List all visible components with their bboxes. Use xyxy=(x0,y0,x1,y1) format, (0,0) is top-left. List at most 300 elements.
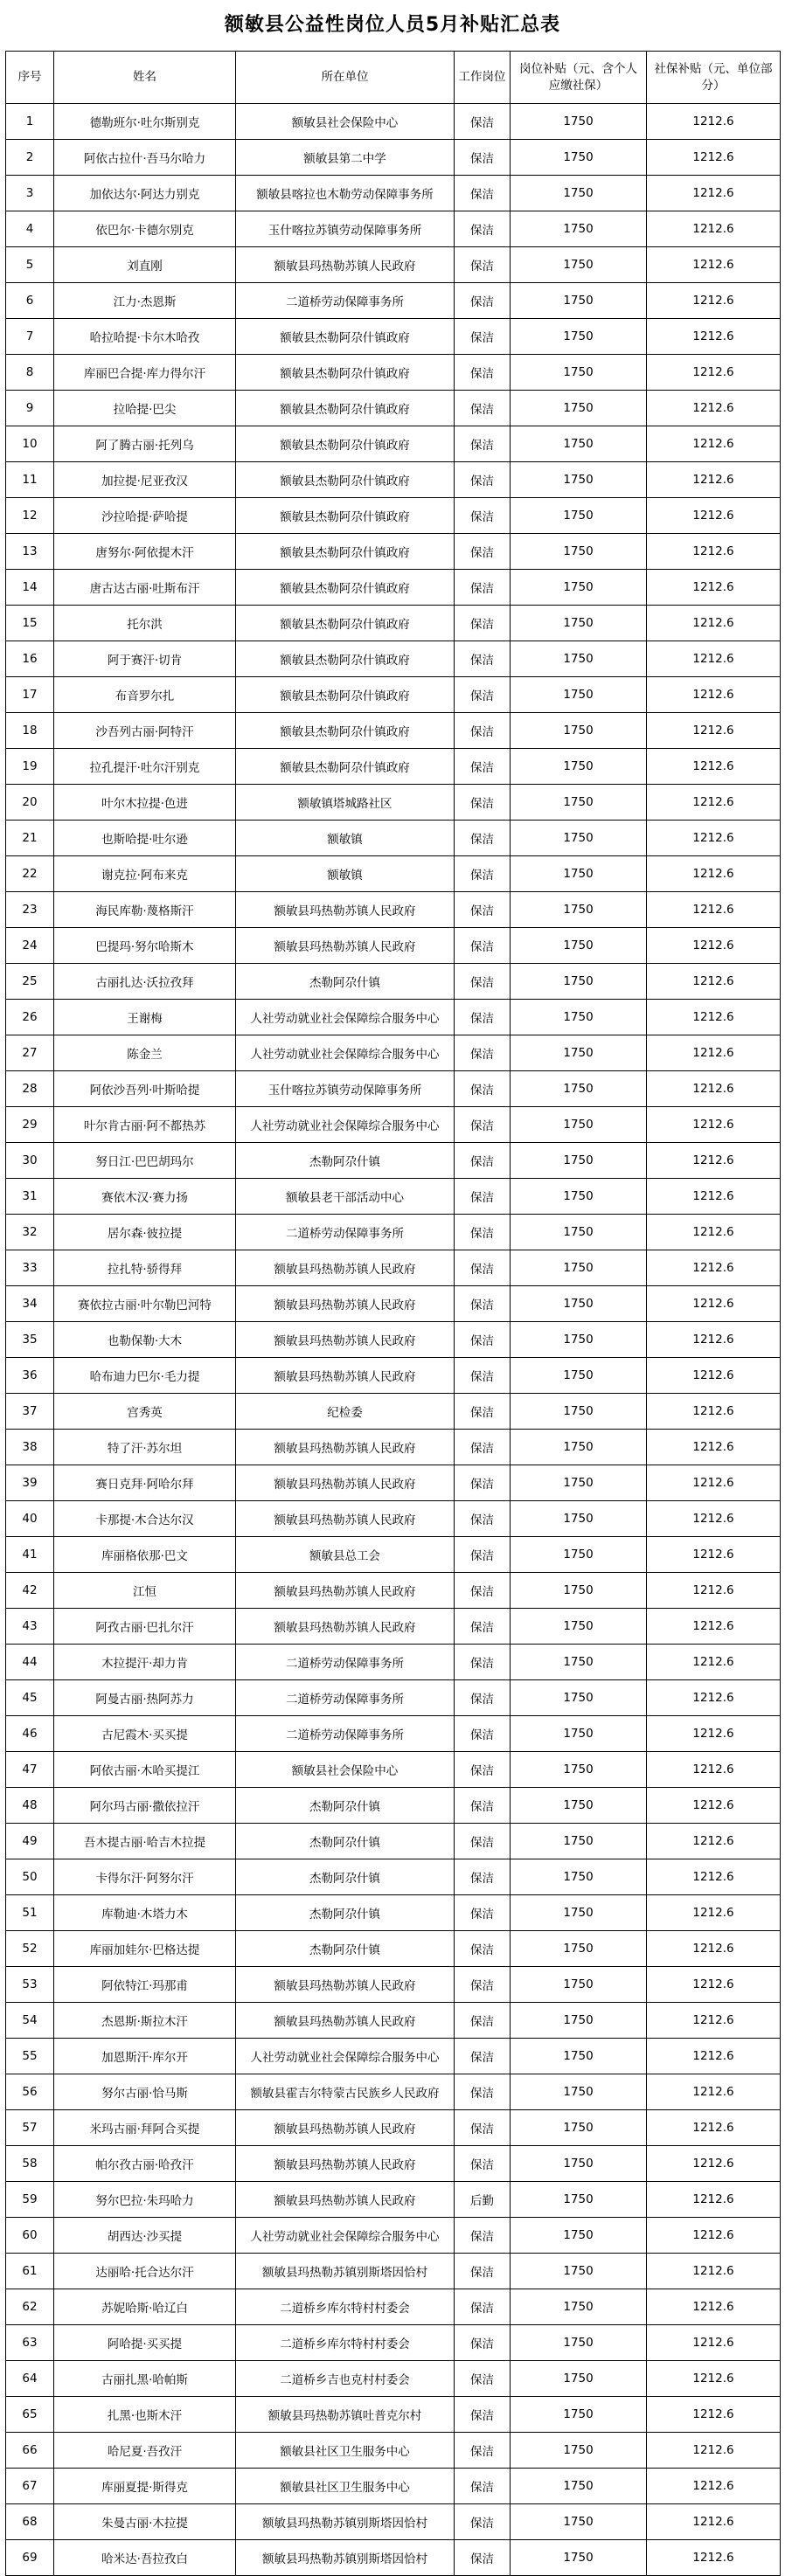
cell-post: 保洁 xyxy=(455,2146,511,2182)
cell-index: 55 xyxy=(6,2039,54,2074)
cell-post-subsidy: 1750 xyxy=(511,1071,647,1107)
table-row xyxy=(6,391,781,426)
cell-name: 拉哈提·巴尖 xyxy=(54,391,236,426)
cell-social-subsidy: 1212.6 xyxy=(647,928,781,964)
table-row xyxy=(6,1752,781,1788)
cell-social-subsidy: 1212.6 xyxy=(647,1286,781,1322)
cell-post-subsidy: 1750 xyxy=(511,2074,647,2110)
cell-post: 保洁 xyxy=(455,1215,511,1250)
cell-unit: 额敏县杰勒阿尕什镇政府 xyxy=(236,534,455,570)
cell-index: 30 xyxy=(6,1143,54,1179)
cell-post-subsidy: 1750 xyxy=(511,462,647,498)
cell-post: 保洁 xyxy=(455,2397,511,2433)
table-row xyxy=(6,1716,781,1752)
cell-social-subsidy: 1212.6 xyxy=(647,1931,781,1967)
cell-name: 依巴尔·卡德尔别克 xyxy=(54,211,236,247)
cell-index: 69 xyxy=(6,2540,54,2576)
cell-post: 保洁 xyxy=(455,1430,511,1465)
table-row xyxy=(6,1931,781,1967)
cell-post: 后勤 xyxy=(455,2182,511,2218)
table-row xyxy=(6,176,781,211)
cell-name: 宫秀英 xyxy=(54,1394,236,1430)
cell-name: 杰恩斯·斯拉木汗 xyxy=(54,2003,236,2039)
cell-social-subsidy: 1212.6 xyxy=(647,1215,781,1250)
cell-post: 保洁 xyxy=(455,713,511,749)
cell-index: 42 xyxy=(6,1573,54,1609)
cell-unit: 额敏县玛热勒苏镇人民政府 xyxy=(236,2110,455,2146)
cell-social-subsidy: 1212.6 xyxy=(647,1573,781,1609)
table-body xyxy=(6,104,781,2576)
cell-name: 库丽格依那·巴文 xyxy=(54,1537,236,1573)
cell-unit: 额敏县霍吉尔特蒙古民族乡人民政府 xyxy=(236,2074,455,2110)
cell-unit: 额敏县杰勒阿尕什镇政府 xyxy=(236,641,455,677)
cell-name: 阿了腾古丽·托列乌 xyxy=(54,426,236,462)
cell-name: 赛日克拜·阿哈尔拜 xyxy=(54,1465,236,1501)
cell-unit: 玉什喀拉苏镇劳动保障事务所 xyxy=(236,211,455,247)
cell-social-subsidy: 1212.6 xyxy=(647,1107,781,1143)
cell-social-subsidy: 1212.6 xyxy=(647,1394,781,1430)
cell-unit: 二道桥乡库尔特村村委会 xyxy=(236,2325,455,2361)
cell-unit: 纪检委 xyxy=(236,1394,455,1430)
sheet-title: 额敏县公益性岗位人员5月补贴汇总表 xyxy=(224,14,561,36)
table-row xyxy=(6,1501,781,1537)
cell-post-subsidy: 1750 xyxy=(511,426,647,462)
cell-post-subsidy: 1750 xyxy=(511,2146,647,2182)
cell-name: 阿哈提·买买提 xyxy=(54,2325,236,2361)
cell-unit: 额敏县杰勒阿尕什镇政府 xyxy=(236,749,455,785)
cell-post-subsidy: 1750 xyxy=(511,821,647,856)
cell-post: 保洁 xyxy=(455,606,511,641)
header-name: 姓名 xyxy=(54,52,236,104)
cell-index: 11 xyxy=(6,462,54,498)
cell-social-subsidy: 1212.6 xyxy=(647,1788,781,1824)
cell-index: 37 xyxy=(6,1394,54,1430)
table-row xyxy=(6,928,781,964)
cell-post: 保洁 xyxy=(455,1573,511,1609)
cell-name: 唐努尔·阿依提木汗 xyxy=(54,534,236,570)
cell-post: 保洁 xyxy=(455,2254,511,2289)
cell-post: 保洁 xyxy=(455,2504,511,2540)
cell-social-subsidy: 1212.6 xyxy=(647,892,781,928)
cell-post-subsidy: 1750 xyxy=(511,1107,647,1143)
cell-name: 特了汗·苏尔坦 xyxy=(54,1430,236,1465)
cell-post-subsidy: 1750 xyxy=(511,1573,647,1609)
cell-post-subsidy: 1750 xyxy=(511,1680,647,1716)
cell-social-subsidy: 1212.6 xyxy=(647,2039,781,2074)
cell-post: 保洁 xyxy=(455,1680,511,1716)
cell-unit: 额敏县玛热勒苏镇人民政府 xyxy=(236,892,455,928)
table-row xyxy=(6,211,781,247)
cell-social-subsidy: 1212.6 xyxy=(647,1645,781,1680)
cell-name: 哈拉哈提·卡尔木哈孜 xyxy=(54,319,236,355)
cell-post: 保洁 xyxy=(455,1250,511,1286)
cell-social-subsidy: 1212.6 xyxy=(647,283,781,319)
cell-unit: 二道桥乡库尔特村村委会 xyxy=(236,2289,455,2325)
cell-social-subsidy: 1212.6 xyxy=(647,1358,781,1394)
cell-post-subsidy: 1750 xyxy=(511,1394,647,1430)
cell-post: 保洁 xyxy=(455,534,511,570)
cell-index: 64 xyxy=(6,2361,54,2397)
table-row xyxy=(6,247,781,283)
cell-social-subsidy: 1212.6 xyxy=(647,641,781,677)
cell-index: 59 xyxy=(6,2182,54,2218)
table-row xyxy=(6,2146,781,2182)
cell-post: 保洁 xyxy=(455,1394,511,1430)
cell-unit: 额敏镇塔城路社区 xyxy=(236,785,455,821)
cell-post-subsidy: 1750 xyxy=(511,892,647,928)
cell-index: 7 xyxy=(6,319,54,355)
cell-post: 保洁 xyxy=(455,2218,511,2254)
cell-post: 保洁 xyxy=(455,964,511,1000)
cell-name: 阿于赛汗·切肯 xyxy=(54,641,236,677)
cell-post: 保洁 xyxy=(455,570,511,606)
cell-unit: 二道桥劳动保障事务所 xyxy=(236,1716,455,1752)
cell-post-subsidy: 1750 xyxy=(511,641,647,677)
cell-index: 27 xyxy=(6,1035,54,1071)
cell-social-subsidy: 1212.6 xyxy=(647,2540,781,2576)
cell-unit: 额敏县玛热勒苏镇人民政府 xyxy=(236,247,455,283)
cell-post-subsidy: 1750 xyxy=(511,2397,647,2433)
table-row xyxy=(6,1680,781,1716)
cell-post-subsidy: 1750 xyxy=(511,1752,647,1788)
cell-unit: 玉什喀拉苏镇劳动保障事务所 xyxy=(236,1071,455,1107)
cell-name: 居尔森·彼拉提 xyxy=(54,1215,236,1250)
table-row xyxy=(6,821,781,856)
cell-index: 3 xyxy=(6,176,54,211)
cell-unit: 额敏县玛热勒苏镇人民政府 xyxy=(236,2146,455,2182)
cell-social-subsidy: 1212.6 xyxy=(647,2110,781,2146)
cell-name: 帕尔孜古丽·哈孜汗 xyxy=(54,2146,236,2182)
cell-name: 木拉提汗·却力肯 xyxy=(54,1645,236,1680)
cell-post-subsidy: 1750 xyxy=(511,247,647,283)
cell-social-subsidy: 1212.6 xyxy=(647,1609,781,1645)
table-row xyxy=(6,1358,781,1394)
cell-post-subsidy: 1750 xyxy=(511,1286,647,1322)
cell-post-subsidy: 1750 xyxy=(511,1358,647,1394)
cell-unit: 额敏县杰勒阿尕什镇政府 xyxy=(236,677,455,713)
cell-post-subsidy: 1750 xyxy=(511,964,647,1000)
subsidy-table xyxy=(5,51,781,2576)
table-row xyxy=(6,1322,781,1358)
cell-index: 36 xyxy=(6,1358,54,1394)
cell-unit: 额敏县玛热勒苏镇别斯塔因恰村 xyxy=(236,2540,455,2576)
table-row xyxy=(6,856,781,892)
cell-social-subsidy: 1212.6 xyxy=(647,606,781,641)
cell-post: 保洁 xyxy=(455,498,511,534)
cell-name: 王谢梅 xyxy=(54,1000,236,1035)
table-header-row xyxy=(6,52,781,104)
cell-post: 保洁 xyxy=(455,892,511,928)
table-row xyxy=(6,2504,781,2540)
cell-post: 保洁 xyxy=(455,1788,511,1824)
cell-post-subsidy: 1750 xyxy=(511,1179,647,1215)
cell-post-subsidy: 1750 xyxy=(511,2218,647,2254)
cell-post: 保洁 xyxy=(455,2074,511,2110)
cell-name: 也斯哈提·吐尔逊 xyxy=(54,821,236,856)
cell-name: 努日江·巴巴胡玛尔 xyxy=(54,1143,236,1179)
cell-unit: 杰勒阿尕什镇 xyxy=(236,1824,455,1859)
cell-index: 63 xyxy=(6,2325,54,2361)
table-row xyxy=(6,1824,781,1859)
table-row xyxy=(6,2218,781,2254)
cell-post-subsidy: 1750 xyxy=(511,2039,647,2074)
cell-name: 苏妮哈斯·哈辽白 xyxy=(54,2289,236,2325)
cell-social-subsidy: 1212.6 xyxy=(647,1250,781,1286)
cell-social-subsidy: 1212.6 xyxy=(647,1859,781,1895)
cell-name: 古丽扎达·沃拉孜拜 xyxy=(54,964,236,1000)
cell-unit: 额敏县玛热勒苏镇别斯塔因恰村 xyxy=(236,2254,455,2289)
table-row xyxy=(6,892,781,928)
cell-social-subsidy: 1212.6 xyxy=(647,821,781,856)
cell-unit: 额敏县玛热勒苏镇人民政府 xyxy=(236,2003,455,2039)
cell-unit: 额敏县社区卫生服务中心 xyxy=(236,2469,455,2504)
cell-social-subsidy: 1212.6 xyxy=(647,2397,781,2433)
cell-post-subsidy: 1750 xyxy=(511,1895,647,1931)
cell-index: 22 xyxy=(6,856,54,892)
cell-unit: 杰勒阿尕什镇 xyxy=(236,1143,455,1179)
cell-post-subsidy: 1750 xyxy=(511,1824,647,1859)
cell-name: 海民库勒·蔑格斯汗 xyxy=(54,892,236,928)
cell-name: 库勒迪·木塔力木 xyxy=(54,1895,236,1931)
cell-post-subsidy: 1750 xyxy=(511,2003,647,2039)
cell-unit: 额敏县玛热勒苏镇人民政府 xyxy=(236,1358,455,1394)
table-row xyxy=(6,104,781,140)
cell-index: 50 xyxy=(6,1859,54,1895)
cell-name: 库丽加娃尔·巴格达提 xyxy=(54,1931,236,1967)
cell-post-subsidy: 1750 xyxy=(511,1000,647,1035)
cell-unit: 额敏县总工会 xyxy=(236,1537,455,1573)
cell-name: 古尼霞木·买买提 xyxy=(54,1716,236,1752)
cell-post-subsidy: 1750 xyxy=(511,1501,647,1537)
table-row xyxy=(6,1071,781,1107)
cell-name: 努尔古丽·恰马斯 xyxy=(54,2074,236,2110)
cell-index: 17 xyxy=(6,677,54,713)
cell-social-subsidy: 1212.6 xyxy=(647,1035,781,1071)
cell-unit: 人社劳动就业社会保障综合服务中心 xyxy=(236,1000,455,1035)
cell-index: 29 xyxy=(6,1107,54,1143)
table-row xyxy=(6,2289,781,2325)
cell-name: 刘直刚 xyxy=(54,247,236,283)
cell-unit: 额敏县玛热勒苏镇人民政府 xyxy=(236,2182,455,2218)
cell-index: 20 xyxy=(6,785,54,821)
cell-unit: 额敏县杰勒阿尕什镇政府 xyxy=(236,713,455,749)
cell-index: 26 xyxy=(6,1000,54,1035)
cell-social-subsidy: 1212.6 xyxy=(647,677,781,713)
cell-index: 14 xyxy=(6,570,54,606)
cell-name: 巴提玛·努尔哈斯木 xyxy=(54,928,236,964)
cell-unit: 杰勒阿尕什镇 xyxy=(236,964,455,1000)
cell-index: 53 xyxy=(6,1967,54,2003)
cell-post: 保洁 xyxy=(455,1501,511,1537)
cell-social-subsidy: 1212.6 xyxy=(647,176,781,211)
table-row xyxy=(6,498,781,534)
cell-unit: 额敏镇 xyxy=(236,821,455,856)
cell-index: 24 xyxy=(6,928,54,964)
cell-name: 唐古达古丽·吐斯布汗 xyxy=(54,570,236,606)
cell-post: 保洁 xyxy=(455,641,511,677)
cell-name: 阿依古丽·木哈买提江 xyxy=(54,1752,236,1788)
cell-name: 卡那提·木合达尔汉 xyxy=(54,1501,236,1537)
cell-social-subsidy: 1212.6 xyxy=(647,498,781,534)
cell-name: 江恒 xyxy=(54,1573,236,1609)
cell-unit: 人社劳动就业社会保障综合服务中心 xyxy=(236,2039,455,2074)
cell-unit: 额敏县玛热勒苏镇别斯塔因恰村 xyxy=(236,2504,455,2540)
cell-index: 51 xyxy=(6,1895,54,1931)
cell-index: 56 xyxy=(6,2074,54,2110)
table-row xyxy=(6,2254,781,2289)
header-index: 序号 xyxy=(6,52,54,104)
table-row xyxy=(6,1000,781,1035)
cell-post-subsidy: 1750 xyxy=(511,1931,647,1967)
cell-index: 46 xyxy=(6,1716,54,1752)
cell-post-subsidy: 1750 xyxy=(511,2289,647,2325)
cell-social-subsidy: 1212.6 xyxy=(647,1967,781,2003)
cell-index: 47 xyxy=(6,1752,54,1788)
cell-post: 保洁 xyxy=(455,1645,511,1680)
cell-unit: 额敏县老干部活动中心 xyxy=(236,1179,455,1215)
cell-name: 沙拉哈提·萨哈提 xyxy=(54,498,236,534)
cell-post-subsidy: 1750 xyxy=(511,2325,647,2361)
cell-post-subsidy: 1750 xyxy=(511,2540,647,2576)
cell-name: 古丽扎黑·哈帕斯 xyxy=(54,2361,236,2397)
table-row xyxy=(6,1250,781,1286)
cell-index: 21 xyxy=(6,821,54,856)
cell-post-subsidy: 1750 xyxy=(511,1322,647,1358)
cell-post-subsidy: 1750 xyxy=(511,2504,647,2540)
cell-index: 23 xyxy=(6,892,54,928)
cell-social-subsidy: 1212.6 xyxy=(647,964,781,1000)
table-row xyxy=(6,1573,781,1609)
cell-index: 31 xyxy=(6,1179,54,1215)
cell-social-subsidy: 1212.6 xyxy=(647,1680,781,1716)
cell-unit: 二道桥劳动保障事务所 xyxy=(236,1680,455,1716)
cell-unit: 额敏县杰勒阿尕什镇政府 xyxy=(236,498,455,534)
cell-unit: 额敏县玛热勒苏镇人民政府 xyxy=(236,1430,455,1465)
table-row xyxy=(6,319,781,355)
cell-social-subsidy: 1212.6 xyxy=(647,2146,781,2182)
cell-post: 保洁 xyxy=(455,1967,511,2003)
cell-social-subsidy: 1212.6 xyxy=(647,2074,781,2110)
cell-social-subsidy: 1212.6 xyxy=(647,1537,781,1573)
cell-post: 保洁 xyxy=(455,1824,511,1859)
cell-unit: 额敏县杰勒阿尕什镇政府 xyxy=(236,319,455,355)
cell-post-subsidy: 1750 xyxy=(511,1967,647,2003)
cell-post: 保洁 xyxy=(455,2433,511,2469)
cell-unit: 杰勒阿尕什镇 xyxy=(236,1895,455,1931)
cell-unit: 二道桥劳动保障事务所 xyxy=(236,1645,455,1680)
cell-post-subsidy: 1750 xyxy=(511,677,647,713)
cell-index: 49 xyxy=(6,1824,54,1859)
cell-post-subsidy: 1750 xyxy=(511,1430,647,1465)
table-row xyxy=(6,606,781,641)
header-social-subsidy: 社保补贴（元、单位部分） xyxy=(647,52,781,104)
cell-post: 保洁 xyxy=(455,1931,511,1967)
cell-index: 33 xyxy=(6,1250,54,1286)
cell-index: 32 xyxy=(6,1215,54,1250)
cell-unit: 额敏县第二中学 xyxy=(236,140,455,176)
table-row xyxy=(6,677,781,713)
cell-post: 保洁 xyxy=(455,2469,511,2504)
cell-name: 努尔巴拉·朱玛哈力 xyxy=(54,2182,236,2218)
cell-social-subsidy: 1212.6 xyxy=(647,140,781,176)
cell-unit: 额敏县玛热勒苏镇人民政府 xyxy=(236,1573,455,1609)
cell-post-subsidy: 1750 xyxy=(511,1645,647,1680)
table-row xyxy=(6,749,781,785)
cell-post-subsidy: 1750 xyxy=(511,749,647,785)
cell-post-subsidy: 1750 xyxy=(511,1788,647,1824)
cell-social-subsidy: 1212.6 xyxy=(647,713,781,749)
cell-post: 保洁 xyxy=(455,856,511,892)
cell-unit: 额敏县玛热勒苏镇人民政府 xyxy=(236,1286,455,1322)
cell-name: 阿依沙吾列·叶斯哈提 xyxy=(54,1071,236,1107)
cell-index: 43 xyxy=(6,1609,54,1645)
cell-index: 5 xyxy=(6,247,54,283)
cell-name: 拉扎特·骄得拜 xyxy=(54,1250,236,1286)
cell-name: 阿孜古丽·巴扎尔汗 xyxy=(54,1609,236,1645)
cell-unit: 额敏县社会保险中心 xyxy=(236,1752,455,1788)
cell-post: 保洁 xyxy=(455,1358,511,1394)
cell-social-subsidy: 1212.6 xyxy=(647,355,781,391)
cell-post: 保洁 xyxy=(455,785,511,821)
cell-post-subsidy: 1750 xyxy=(511,1859,647,1895)
cell-unit: 额敏镇 xyxy=(236,856,455,892)
cell-unit: 额敏县玛热勒苏镇人民政府 xyxy=(236,1250,455,1286)
cell-social-subsidy: 1212.6 xyxy=(647,1143,781,1179)
cell-post: 保洁 xyxy=(455,462,511,498)
cell-post: 保洁 xyxy=(455,1716,511,1752)
cell-post: 保洁 xyxy=(455,2289,511,2325)
cell-post: 保洁 xyxy=(455,1322,511,1358)
cell-post-subsidy: 1750 xyxy=(511,928,647,964)
cell-index: 10 xyxy=(6,426,54,462)
cell-social-subsidy: 1212.6 xyxy=(647,856,781,892)
cell-unit: 额敏县喀拉也木勒劳动保障事务所 xyxy=(236,176,455,211)
cell-unit: 额敏县杰勒阿尕什镇政府 xyxy=(236,462,455,498)
table-row xyxy=(6,1430,781,1465)
cell-post-subsidy: 1750 xyxy=(511,211,647,247)
cell-index: 28 xyxy=(6,1071,54,1107)
cell-post: 保洁 xyxy=(455,1035,511,1071)
cell-index: 62 xyxy=(6,2289,54,2325)
cell-index: 58 xyxy=(6,2146,54,2182)
cell-unit: 额敏县社会保险中心 xyxy=(236,104,455,140)
cell-post: 保洁 xyxy=(455,1895,511,1931)
cell-unit: 额敏县玛热勒苏镇吐普克尔村 xyxy=(236,2397,455,2433)
cell-post-subsidy: 1750 xyxy=(511,1465,647,1501)
cell-social-subsidy: 1212.6 xyxy=(647,534,781,570)
cell-post-subsidy: 1750 xyxy=(511,1609,647,1645)
table-row xyxy=(6,1645,781,1680)
cell-social-subsidy: 1212.6 xyxy=(647,319,781,355)
cell-post-subsidy: 1750 xyxy=(511,2182,647,2218)
cell-name: 拉孔提汗·吐尔汗别克 xyxy=(54,749,236,785)
cell-name: 库丽巴合提·库力得尔汗 xyxy=(54,355,236,391)
cell-name: 赛依木汉·赛力扬 xyxy=(54,1179,236,1215)
cell-post-subsidy: 1750 xyxy=(511,2469,647,2504)
table-row xyxy=(6,1465,781,1501)
cell-name: 加拉提·尼亚孜汉 xyxy=(54,462,236,498)
cell-unit: 二道桥乡吉也克村村委会 xyxy=(236,2361,455,2397)
cell-post: 保洁 xyxy=(455,319,511,355)
cell-post-subsidy: 1750 xyxy=(511,785,647,821)
cell-post: 保洁 xyxy=(455,2325,511,2361)
table-row xyxy=(6,1035,781,1071)
cell-social-subsidy: 1212.6 xyxy=(647,1824,781,1859)
cell-name: 阿依古拉什·吾马尔哈力 xyxy=(54,140,236,176)
cell-post: 保洁 xyxy=(455,749,511,785)
cell-post: 保洁 xyxy=(455,1107,511,1143)
cell-index: 38 xyxy=(6,1430,54,1465)
